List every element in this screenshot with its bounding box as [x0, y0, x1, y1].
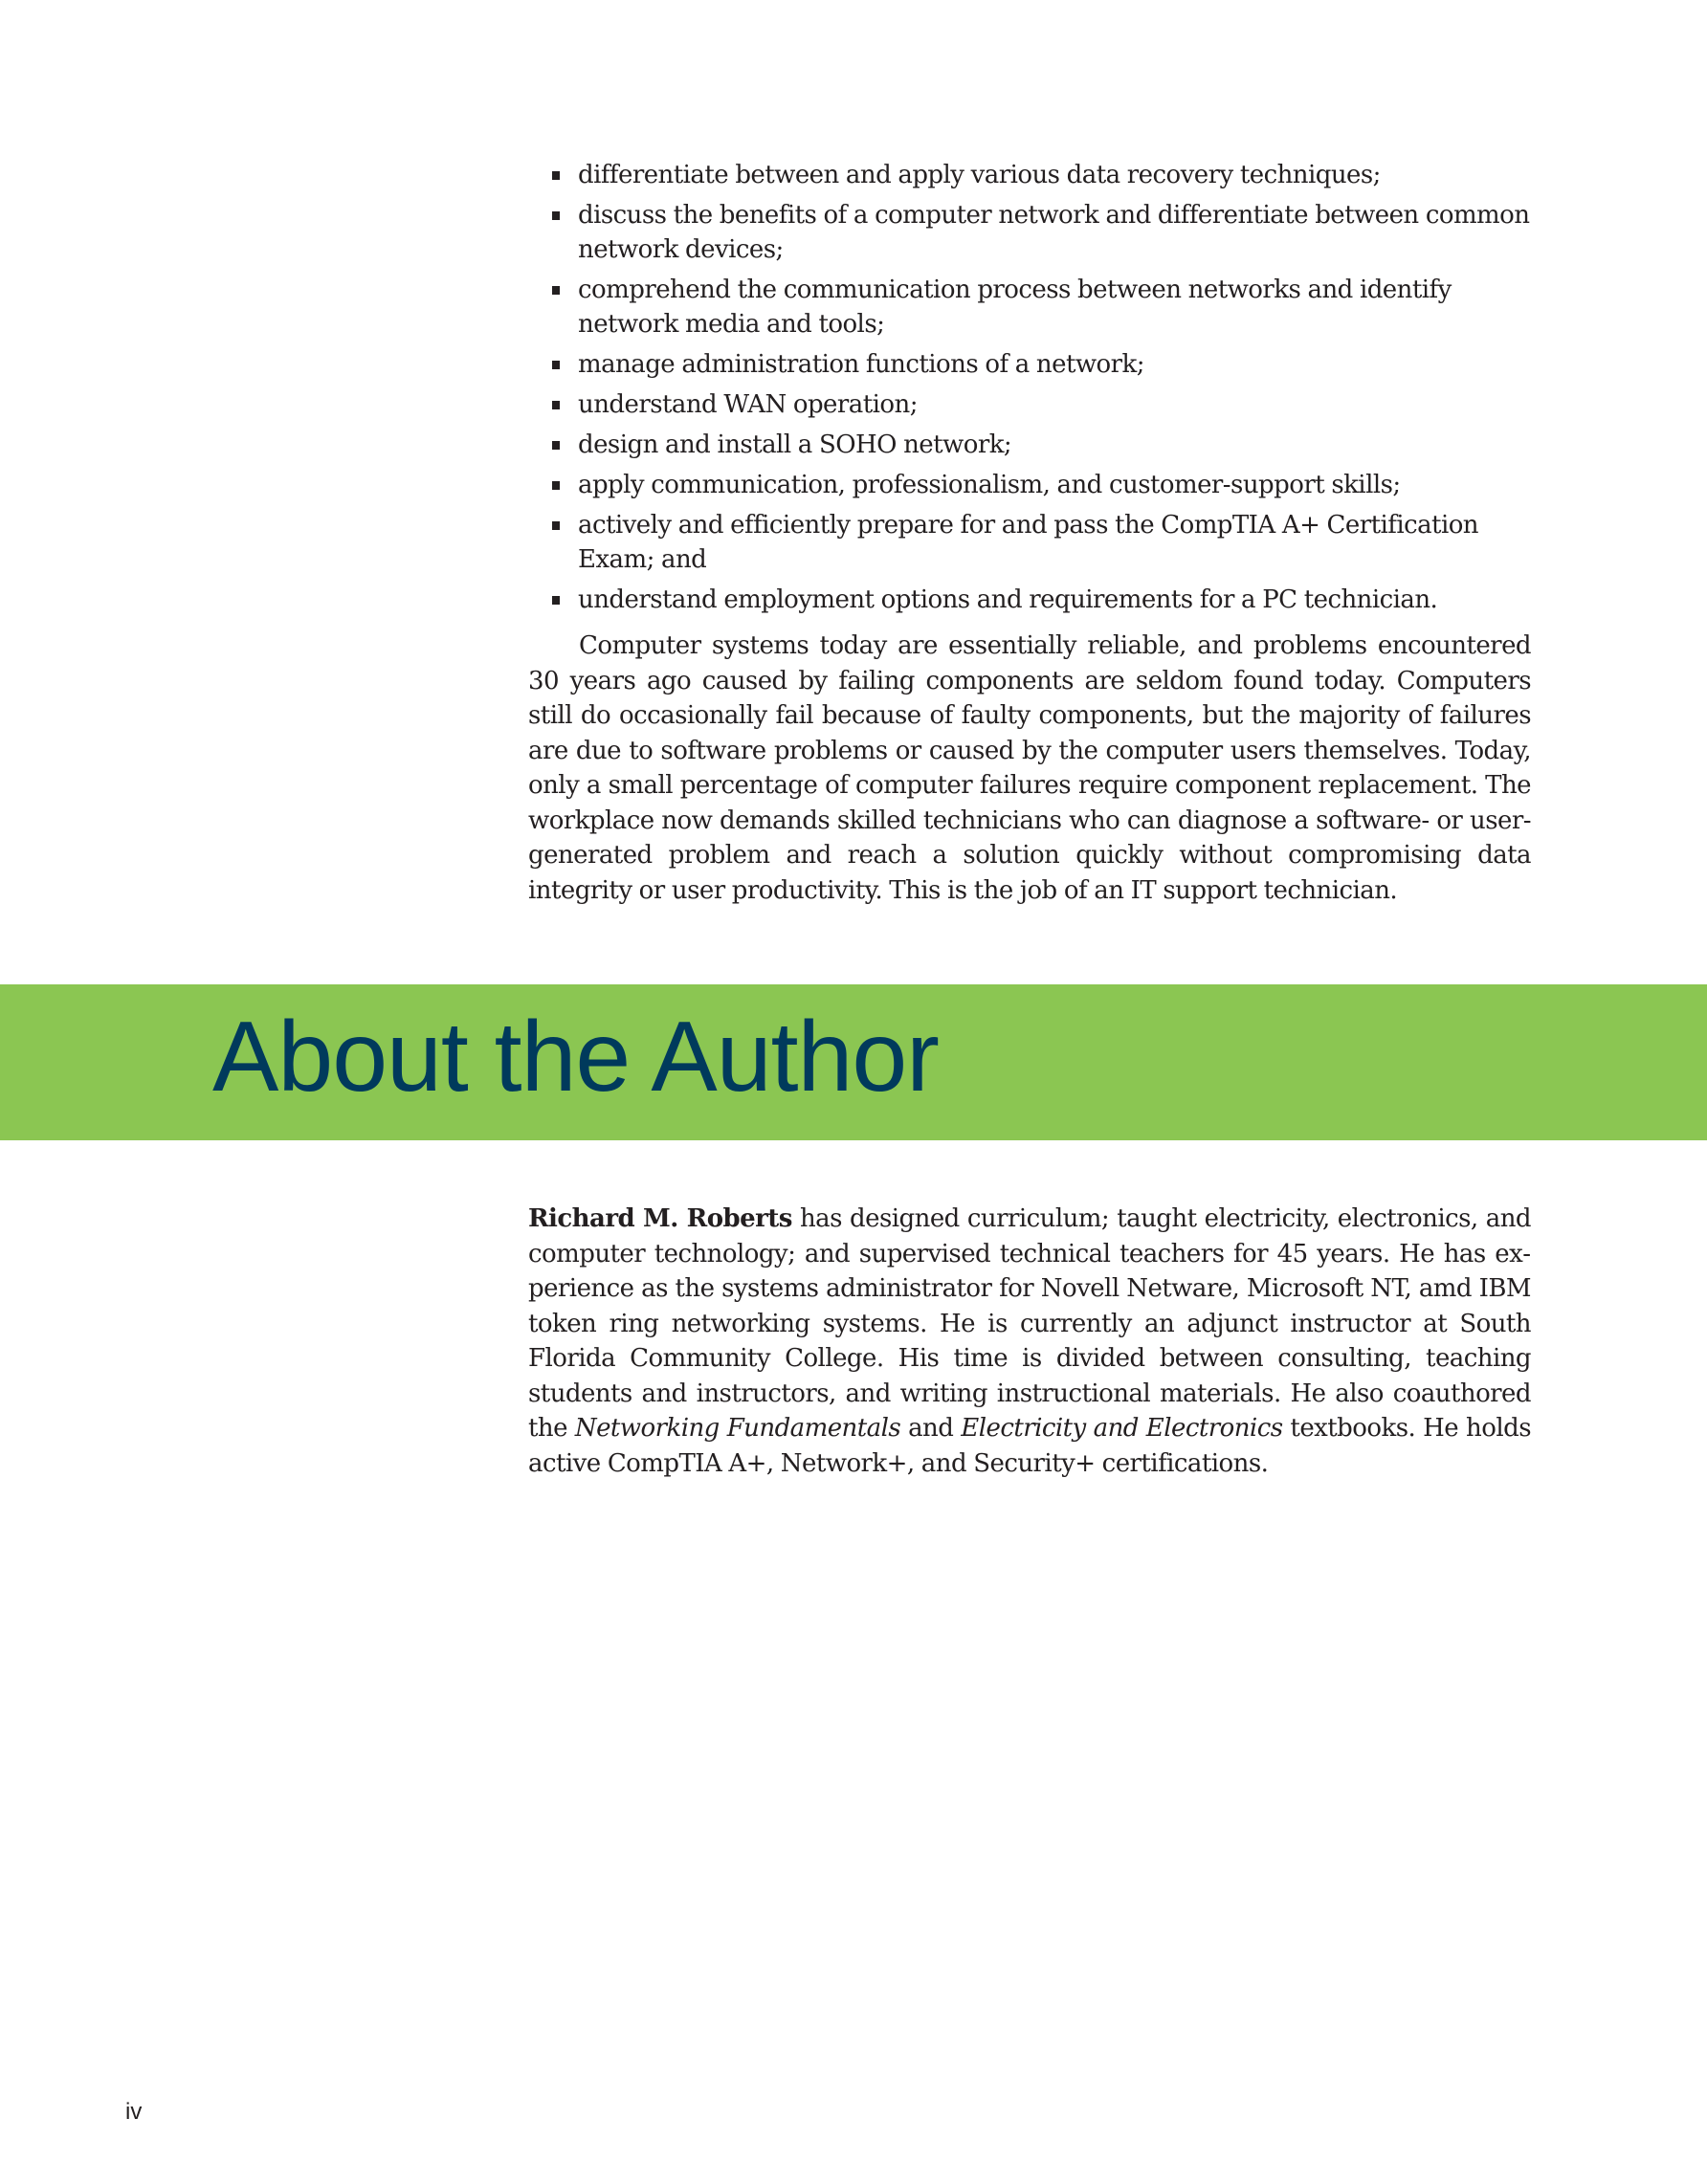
author-bio: [528, 1202, 1531, 1481]
square-bullet-icon: [552, 481, 560, 490]
list-item-text: manage administration functions of a network;: [578, 350, 1144, 379]
list-item: [528, 508, 1531, 577]
square-bullet-icon: [552, 211, 560, 220]
list-item-text: understand employment options and requirements for a PC technician.: [578, 585, 1438, 614]
list-item-text: discuss the benefits of a computer network and differentiate between common network devices;: [578, 201, 1530, 264]
list-item-text: comprehend the communication process between networks and identify network media and tools;: [578, 276, 1452, 339]
square-bullet-icon: [552, 171, 560, 180]
square-bullet-icon: [552, 441, 560, 450]
list-item-text: design and install a SOHO network;: [578, 430, 1012, 459]
book-title: Networking Fundamentals: [574, 1414, 901, 1443]
list-item: [528, 198, 1531, 267]
author-name: Richard M. Roberts: [528, 1204, 792, 1233]
list-item: [528, 347, 1531, 382]
list-item: [528, 583, 1531, 617]
objectives-list: [528, 158, 1531, 623]
square-bullet-icon: [552, 596, 560, 605]
square-bullet-icon: [552, 361, 560, 369]
section-title: About the Author: [212, 1002, 939, 1113]
list-item: [528, 468, 1531, 502]
square-bullet-icon: [552, 286, 560, 295]
list-item-text: actively and efficiently prepare for and pass the CompTIA A+ Certification Exam; and: [578, 511, 1479, 574]
list-item: [528, 387, 1531, 422]
list-item-text: differentiate between and apply various data recovery techniques;: [578, 161, 1381, 189]
square-bullet-icon: [552, 401, 560, 409]
list-item: [528, 273, 1531, 342]
bio-text: has designed curriculum; taught electricity, electronics, and computer technology; and supervised technical teachers for 45 years. He has experience as the systems administrator for Novell Netware, Microsoft NT, amd IBM token ring networking systems. He is currently an adjunct instructor at South Florida Community College. His time is divided between consulting, teaching students and instructors, and writing instructional materials. He also coauthored the: [528, 1204, 1531, 1443]
square-bullet-icon: [552, 521, 560, 530]
list-item-text: apply communication, professionalism, and customer-support skills;: [578, 471, 1401, 499]
list-item: [528, 158, 1531, 192]
book-title: Electricity and Electronics: [961, 1414, 1283, 1443]
list-item: [528, 428, 1531, 462]
page-number: iv: [125, 2099, 143, 2125]
bio-text: textbooks. He holds active CompTIA A+, Network+, and Security+ certifications.: [528, 1414, 1531, 1478]
list-item-text: understand WAN operation;: [578, 390, 918, 419]
intro-paragraph: Computer systems today are essentially reliable, and problems encountered 30 years ago caused by failing components are seldom found today. Computers still do occasionally fail because of faulty components, but the majority of failures are due to software problems or caused by the computer users themselves. Today, only a small percentage of computer failures require component replacement. The workplace now demands skilled technicians who can diagnose a software- or user-generated problem and reach a solution quickly without compromising data integrity or user productivity. This is the job of an IT support technician.: [528, 631, 1531, 905]
bio-text: and: [900, 1414, 962, 1443]
